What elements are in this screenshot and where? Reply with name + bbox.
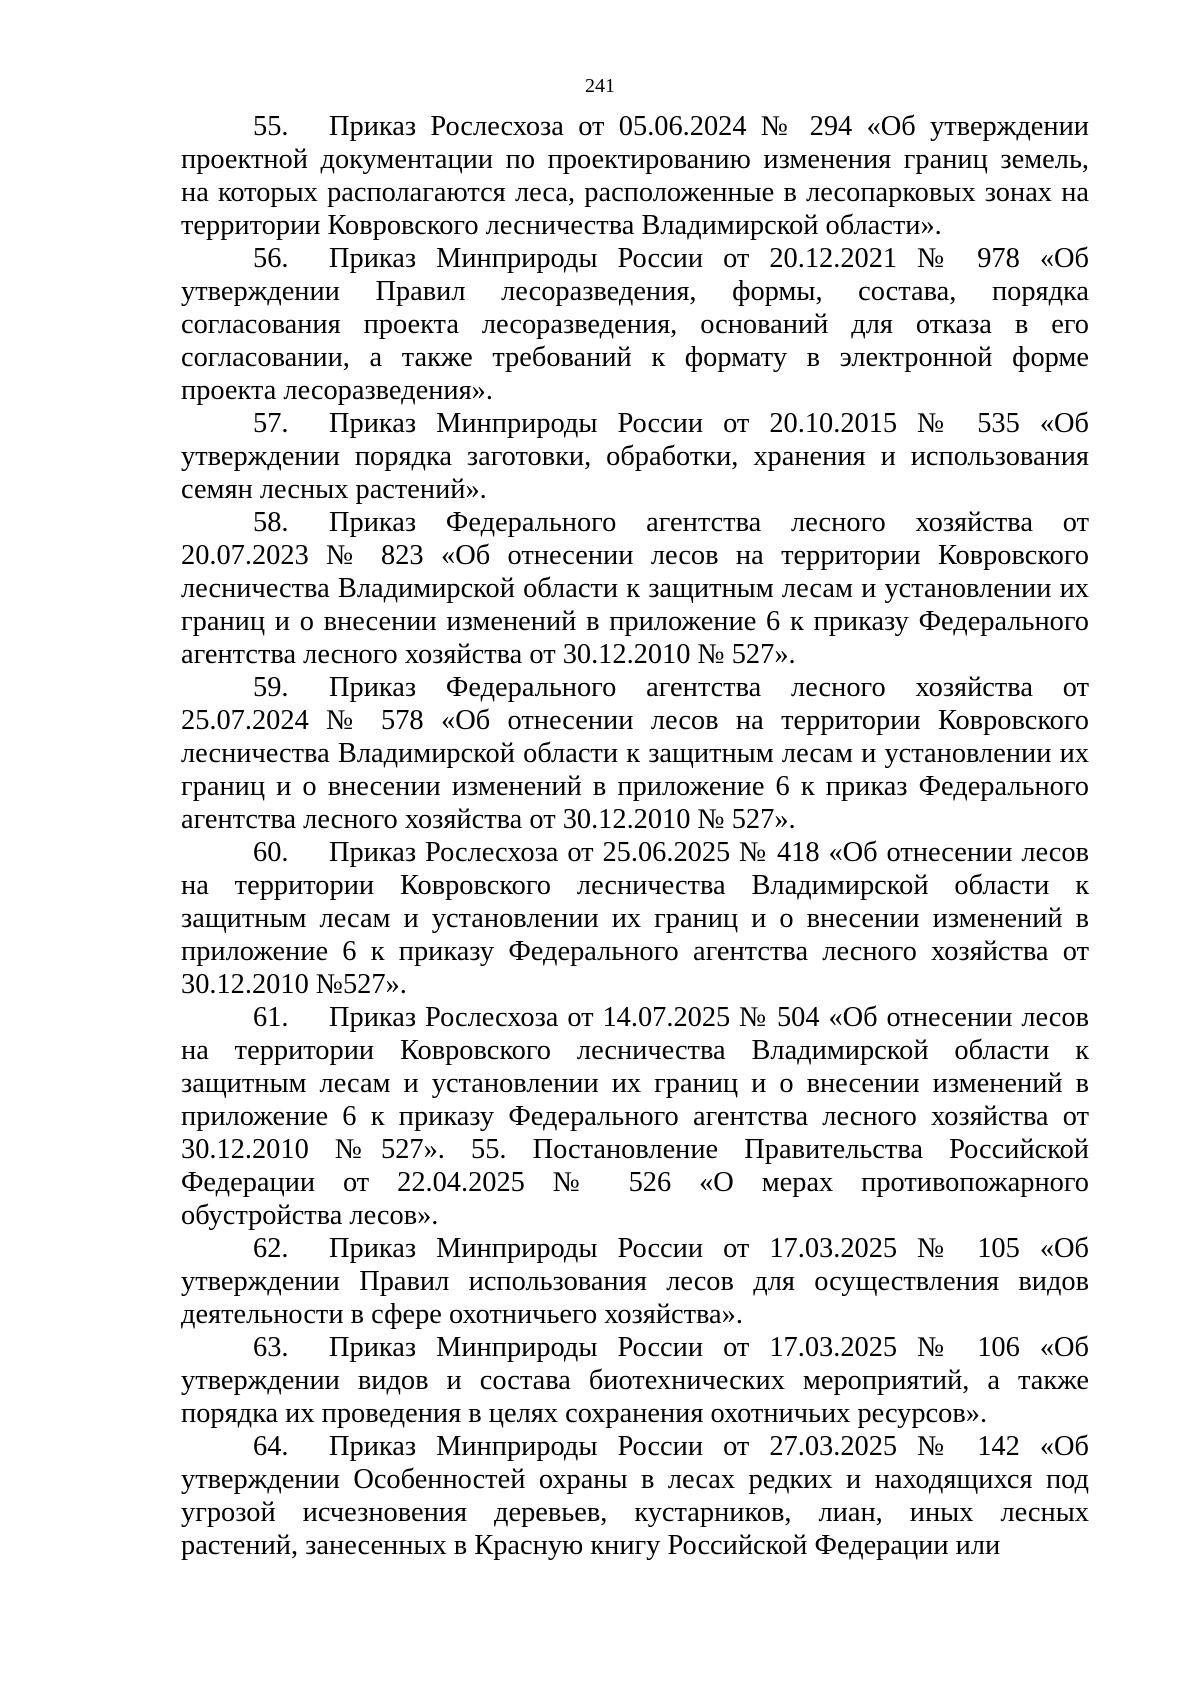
list-item [181, 836, 1089, 1001]
item-number: 55. [253, 111, 289, 142]
list-item [181, 1232, 1089, 1331]
page-number: 241 [585, 75, 615, 97]
item-number: 58. [253, 507, 289, 538]
item-text: Приказ Рослесхоза от 14.07.2025 № 504 «Об отнесении лесов на территории Ковровского лесничества Владимирской области к защитным лесам и установлении их границ и о внесении изменений в приложение 6 к приказу Федерального агентства лесного хозяйства от 30.12.2010 №527». 55. Постановление Правительства Российской Федерации от 22.04.2025 № 526 «О мерах противопожарного обустройства лесов». [181, 1002, 1089, 1231]
item-number: 59. [253, 672, 289, 703]
list-item [181, 407, 1089, 506]
item-text: Приказ Федерального агентства лесного хозяйства от 25.07.2024 № 578 «Об отнесении лесов на территории Ковровского лесничества Владимирской области к защитным лесам и установлении их границ и о внесении изменений в приложение 6 к приказ Федерального агентства лесного хозяйства от 30.12.2010 № 527». [181, 672, 1089, 835]
list-item [181, 671, 1089, 836]
item-text: Приказ Минприроды России от 27.03.2025 № 142 «Об утверждении Особенностей охраны в лесах редких и находящихся под угрозой исчезновения деревьев, кустарников, лиан, иных лесных растений, занесенных в Красную книгу Российской Федерации или [181, 1431, 1089, 1561]
item-text: Приказ Рослесхоза от 25.06.2025 № 418 «Об отнесении лесов на территории Ковровского лесничества Владимирской области к защитным лесам и установлении их границ и о внесении изменений в приложение 6 к приказу Федерального агентства лесного хозяйства от 30.12.2010 №527». [181, 837, 1089, 1000]
item-number: 64. [253, 1431, 289, 1462]
item-text: Приказ Федерального агентства лесного хозяйства от 20.07.2023 № 823 «Об отнесении лесов на территории Ковровского лесничества Владимирской области к защитным лесам и установлении их границ и о внесении изменений в приложение 6 к приказу Федерального агентства лесного хозяйства от 30.12.2010 № 527». [181, 507, 1089, 670]
list-item [181, 1430, 1089, 1562]
item-number: 56. [253, 243, 289, 274]
item-text: Приказ Минприроды России от 20.10.2015 № 535 «Об утверждении порядка заготовки, обработки, хранения и использования семян лесных растений». [181, 408, 1089, 505]
list-item [181, 1001, 1089, 1232]
item-number: 62. [253, 1233, 289, 1264]
list-item [181, 110, 1089, 242]
item-text: Приказ Минприроды России от 17.03.2025 № 105 «Об утверждении Правил использования лесов для осуществления видов деятельности в сфере охотничьего хозяйства». [181, 1233, 1089, 1330]
item-number: 57. [253, 408, 289, 439]
item-number: 61. [253, 1002, 289, 1033]
list-item [181, 1331, 1089, 1430]
document-body [181, 110, 1089, 1562]
item-text: Приказ Минприроды России от 20.12.2021 № 978 «Об утверждении Правил лесоразведения, формы, состава, порядка согласования проекта лесоразведения, оснований для отказа в его согласовании, а также требований к формату в электронной форме проекта лесоразведения». [181, 243, 1089, 406]
item-text: Приказ Рослесхоза от 05.06.2024 № 294 «Об утверждении проектной документации по проектированию изменения границ земель, на которых располагаются леса, расположенные в лесопарковых зонах на территории Ковровского лесничества Владимирской области». [181, 111, 1089, 241]
list-item [181, 242, 1089, 407]
item-number: 63. [253, 1332, 289, 1363]
item-text: Приказ Минприроды России от 17.03.2025 № 106 «Об утверждении видов и состава биотехнических мероприятий, а также порядка их проведения в целях сохранения охотничьих ресурсов». [181, 1332, 1089, 1429]
list-item [181, 506, 1089, 671]
item-number: 60. [253, 837, 289, 868]
